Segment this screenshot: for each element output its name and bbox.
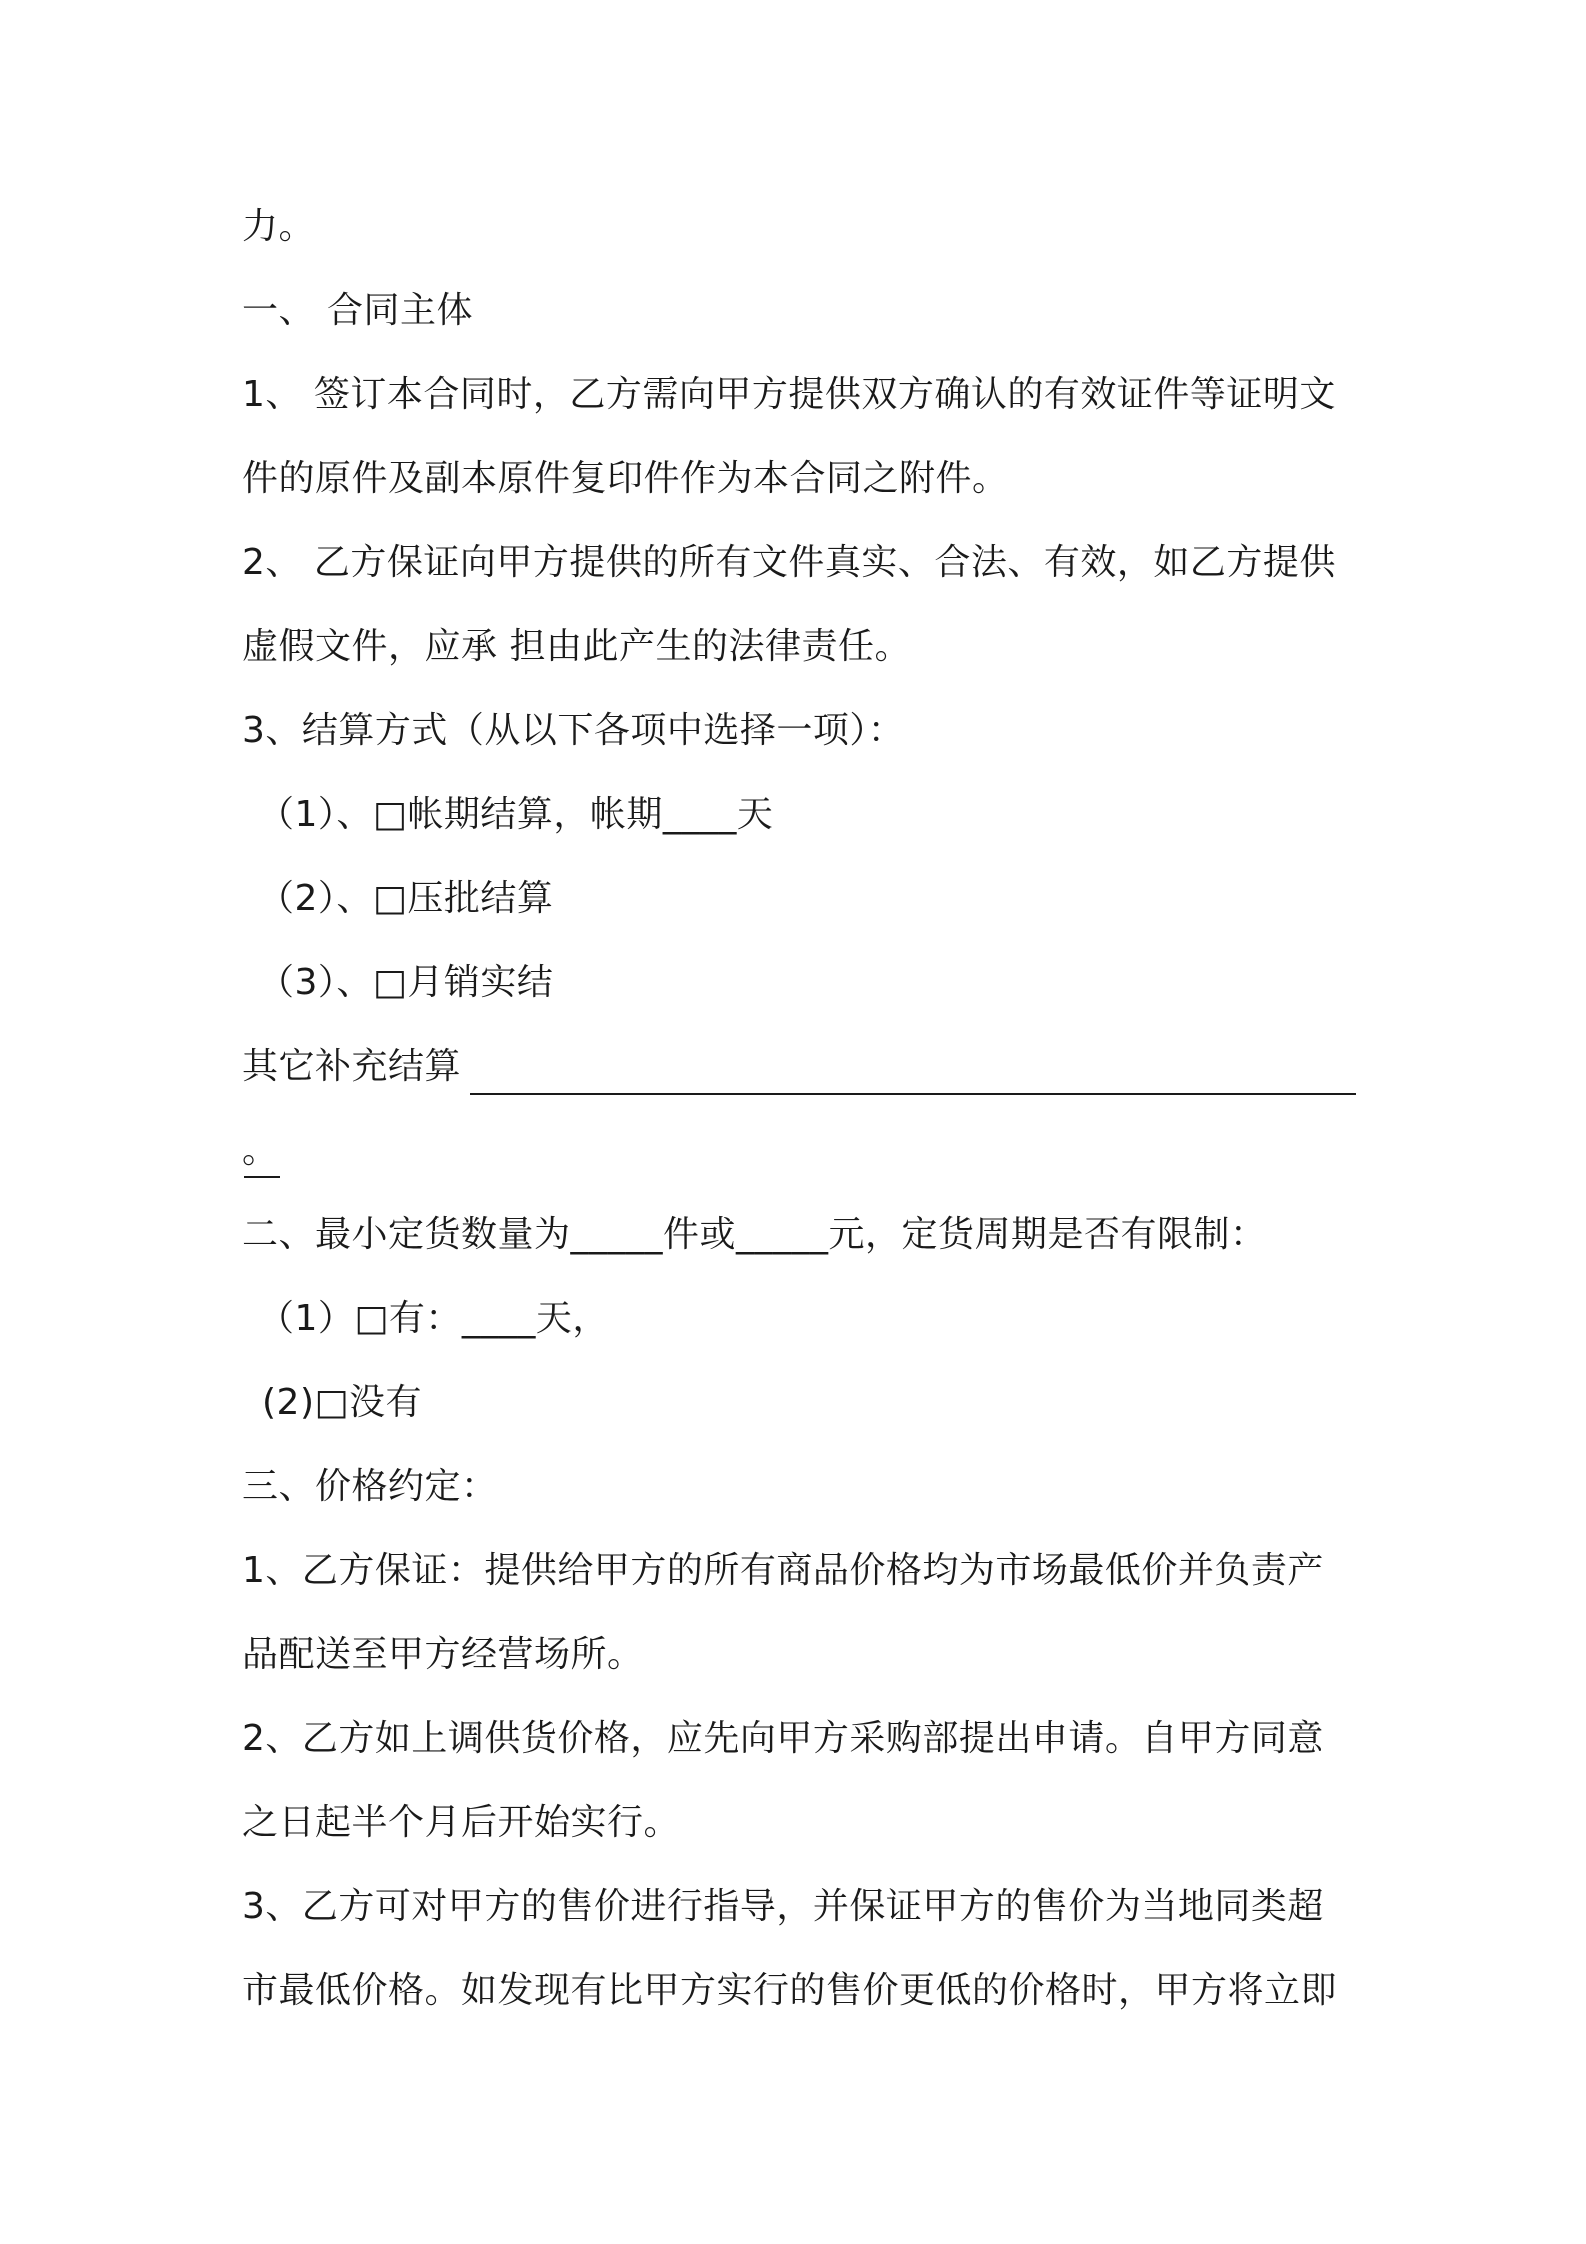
clause-3-settlement-heading: 3、结算方式（从以下各项中选择一项）： xyxy=(242,710,905,751)
price-clause-3-line-1: 3、乙方可对甲方的售价进行指导，并保证甲方的售价为当地同类超 xyxy=(242,1886,1324,1927)
section-heading-price: 三、价格约定： xyxy=(242,1466,498,1507)
price-clause-3-line-2: 市最低价格。如发现有比甲方实行的售价更低的价格时，甲方将立即 xyxy=(242,1970,1338,2011)
settlement-option-2: （2）、□压批结算 xyxy=(258,878,554,919)
clause-1-line-1: 1、 签订本合同时，乙方需向甲方提供双方确认的有效证件等证明文 xyxy=(242,374,1336,415)
other-settlement-label: 其它补充结算 xyxy=(242,1046,462,1087)
price-clause-2-line-2: 之日起半个月后开始实行。 xyxy=(242,1802,681,1843)
price-clause-2-line-1: 2、乙方如上调供货价格，应先向甲方采购部提出申请。自甲方同意 xyxy=(242,1718,1324,1759)
section-heading-contract-parties: 一、 合同主体 xyxy=(242,290,473,331)
order-limit-option-no: (2)□没有 xyxy=(262,1382,423,1423)
blank-fill-line xyxy=(470,1093,1356,1095)
clause-2-line-1: 2、 乙方保证向甲方提供的所有文件真实、合法、有效，如乙方提供 xyxy=(242,542,1336,583)
order-limit-option-yes: （1）□有：____天， xyxy=(258,1298,609,1339)
period-mark: 。 xyxy=(242,1130,279,1171)
price-clause-1-line-1: 1、乙方保证：提供给甲方的所有商品价格均为市场最低价并负责产 xyxy=(242,1550,1324,1591)
clause-2-line-2: 虚假文件，应承 担由此产生的法律责任。 xyxy=(242,626,911,667)
settlement-option-1: （1）、□帐期结算，帐期____天 xyxy=(258,794,774,835)
settlement-option-3: （3）、□月销实结 xyxy=(258,962,554,1003)
short-blank-line xyxy=(244,1176,280,1178)
text-line-continuation: 力。 xyxy=(242,206,316,247)
clause-1-line-2: 件的原件及副本原件复印件作为本合同之附件。 xyxy=(242,458,1009,499)
price-clause-1-line-2: 品配送至甲方经营场所。 xyxy=(242,1634,644,1675)
section-heading-min-order: 二、最小定货数量为_____件或_____元，定货周期是否有限制： xyxy=(242,1214,1267,1255)
